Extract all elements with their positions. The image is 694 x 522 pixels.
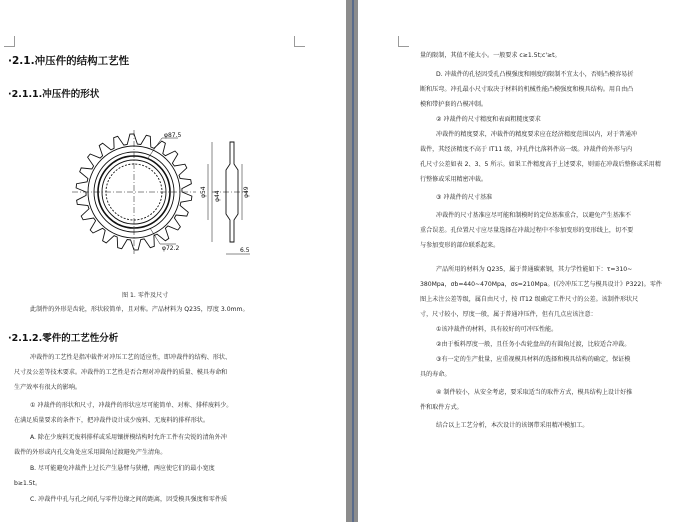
body-line: 冲裁件的精度要求，冲裁件的精度要求应在经济精度范围以内，对于普通冲 bbox=[436, 131, 638, 138]
body-line: 结合以上工艺分析，本次设计的该钢带采用精冲模加工。 bbox=[436, 422, 589, 429]
body-line: 裁件，其经济精度不高于 IT11 级，冲孔件比落料件高一级。冲裁件的外形与内 bbox=[420, 146, 633, 153]
body-line: 与参加变形的部位联系起来。 bbox=[420, 242, 500, 249]
body-line: ②由于板料厚度一般，且任务小齿轮盘出的有圆角过渡，比较适合冲裁。 bbox=[436, 341, 631, 348]
intro-text: 此制件的外形是齿轮，形状较简单，且对称。产品材料为 Q235，厚度 3.0mm。 bbox=[30, 306, 249, 313]
body-line: 断和压弯。冲孔最小尺寸取决于材料的机械性能凸模强度和模具结构。用自由凸 bbox=[420, 86, 634, 93]
dim-outer-diameter: φ87.5 bbox=[164, 132, 182, 139]
crop-mark-top-left bbox=[4, 36, 15, 47]
body-line: 寸，尺寸较小，厚度一般，属于普通冲压件，但有几点应该注意： bbox=[420, 311, 597, 318]
body-line: ② 冲裁件的尺寸精度和表面粗糙度要求 bbox=[436, 116, 541, 123]
right-page bbox=[358, 0, 694, 522]
body-line: ③有一定的生产批量，应重视模具材料的选择和模具结构的确定，保证模 bbox=[436, 356, 631, 363]
dim-side-diameter-a: φ54 bbox=[200, 186, 207, 198]
gear-front-view bbox=[72, 130, 196, 254]
crop-mark-top-left bbox=[398, 36, 409, 47]
body-line: 在满足质量要求的条件下，把冲裁件设计成少废料、无废料的排样形状。 bbox=[14, 417, 209, 424]
section-heading-2-1-2: ·2.1.2.零件的工艺性分析 bbox=[8, 333, 119, 344]
body-line: b≥1.5t。 bbox=[14, 480, 42, 487]
section-heading-2-1: ·2.1.冲压件的结构工艺性 bbox=[8, 55, 130, 67]
body-line: C. 冲裁件中孔与孔之间孔与零件边缘之间的距离，因受模具强度和零件质 bbox=[30, 496, 228, 503]
body-line: D. 冲裁件的孔径因受孔凸模强度和刚度的限制不宜太小，否则凸模容易折 bbox=[436, 71, 634, 78]
body-line: 380Mpa，σb=440~470Mpa，σs=210Mpa。(《冷冲压工艺与模具设计》P322)。零件 bbox=[420, 281, 662, 288]
dim-root-diameter: φ72.2 bbox=[162, 245, 180, 252]
figure-caption: 图 1. 零件及尺寸 bbox=[122, 292, 169, 299]
dim-side-diameter-b: φ49 bbox=[243, 186, 250, 198]
body-line: 图上未注公差等级，属自由尺寸，按 IT12 级确定工件尺寸的公差。该制件形状尺 bbox=[420, 296, 639, 303]
dim-side-bore: φ44 bbox=[214, 190, 221, 202]
body-line: 尺寸及公差等技术要求。冲裁件的工艺性是否合理对冲裁件的质量、模具寿命和 bbox=[14, 369, 228, 376]
crop-mark-top-right bbox=[294, 36, 305, 47]
body-line: 孔尺寸公差如表 2、3、5 所示。如果工件精度高于上述要求，则需在冲裁后整修或采用精 bbox=[420, 161, 661, 168]
body-line: 产品所用的材料为 Q235，属于普通碳素钢，其力学性能如下：τ=310~ bbox=[436, 266, 633, 273]
page-divider bbox=[352, 0, 354, 522]
body-line: ① 冲裁件的形状和尺寸，冲裁件的形状应尽可能简单、对称、排样废料少。 bbox=[30, 402, 233, 409]
body-line: ④ 制件较小，从安全考虑，要采取适当的取件方式，模具结构上设计好推 bbox=[436, 389, 633, 396]
body-line: ③ 冲裁件的尺寸基准 bbox=[436, 194, 493, 201]
body-line: 重合误差。孔位置尺寸应尽量选择在冲裁过程中不参加变形的变形线上，切不要 bbox=[420, 227, 634, 234]
body-line: A. 除在少废料无废料排样或采用镶拼模结构时允许工件有尖锐的清角外冲 bbox=[30, 434, 227, 441]
gear-part-drawing bbox=[62, 118, 262, 268]
body-line: 裁件的外形或内孔交角处应采用圆角过渡避免产生清角。 bbox=[14, 449, 167, 456]
body-line: B. 尽可能避免冲裁件上过长产生悬臂与狭槽，两应使它们的最小宽度 bbox=[30, 465, 215, 472]
body-line: 模和带护套的凸模冲制。 bbox=[420, 101, 488, 108]
body-line: 具的寿命。 bbox=[420, 371, 451, 378]
dim-thickness: 6.5 bbox=[240, 247, 250, 254]
body-line: 件和取件方式。 bbox=[420, 404, 463, 411]
body-line: 冲裁件的尺寸基准应尽可能和制模时的定位基准重合，以避免产生基准不 bbox=[436, 212, 631, 219]
body-line: 生产效率有很大的影响。 bbox=[14, 384, 82, 391]
body-line: 行整修或采用精密冲裁。 bbox=[420, 176, 488, 183]
left-page bbox=[0, 0, 346, 522]
body-line: 冲裁件的工艺性是指冲裁件对冲压工艺的适应性，即冲裁件的结构、形状、 bbox=[30, 354, 232, 361]
section-heading-2-1-1: ·2.1.1.冲压件的形状 bbox=[8, 89, 100, 100]
body-line: 量的限制，其值不能太小。一般要求 c≥1.5t;c'≥t。 bbox=[420, 52, 561, 59]
body-line: ①该冲裁件的材料，具有较好的可冲压性能。 bbox=[436, 326, 558, 333]
